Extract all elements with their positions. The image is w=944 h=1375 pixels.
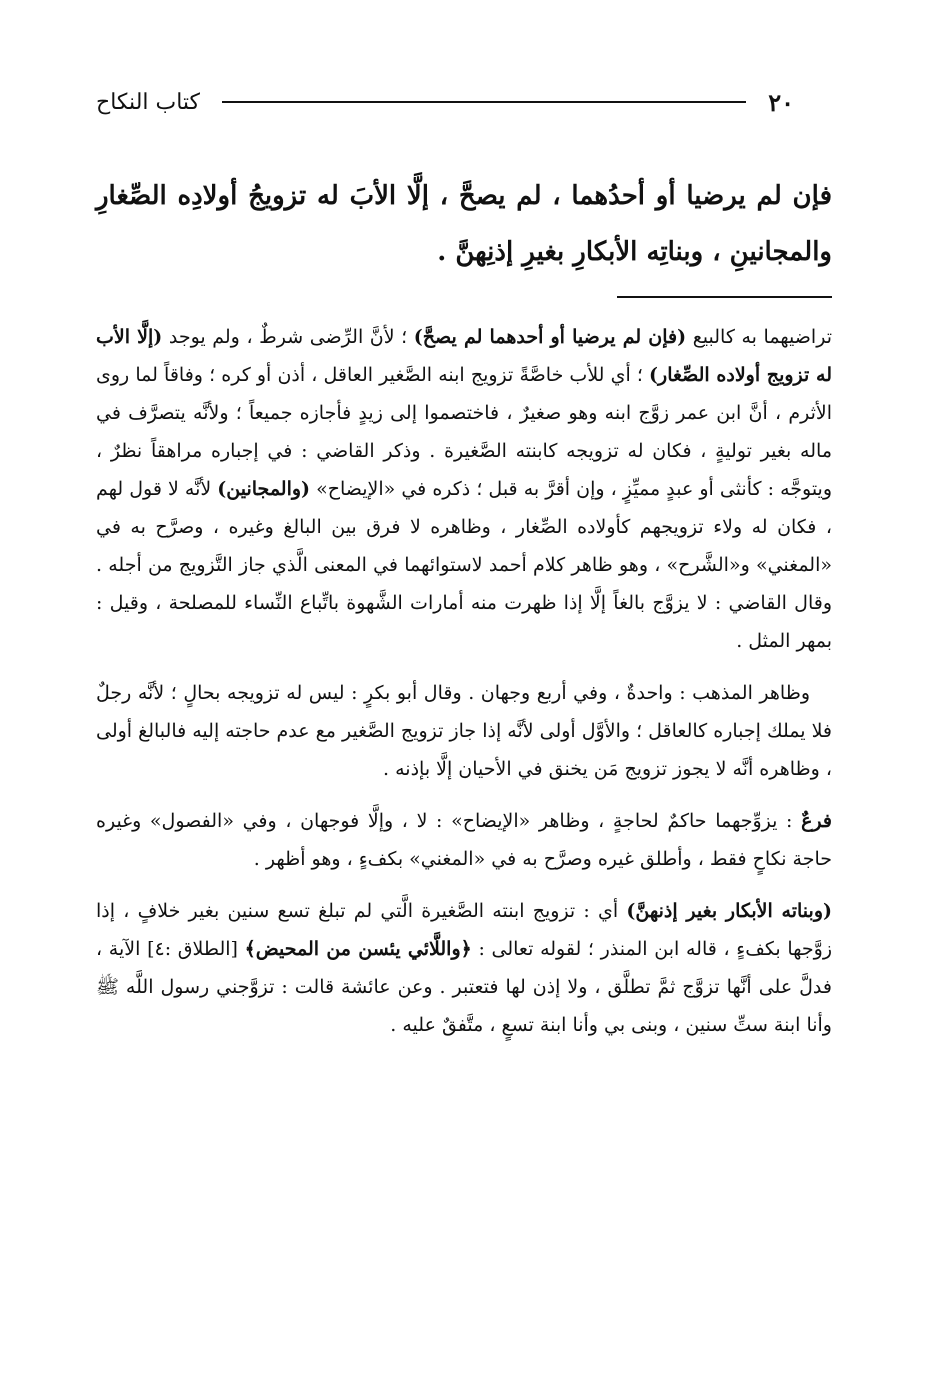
commentary-text: لأنَّه لا قول لهم ، فكان له ولاء تزويجهم كأولاده الصِّغار ، وظاهره لا فرق بين البالغ وغيره ، وصرَّح به في «المغني» و«الشَّرح» ، وهو ظاهر كلام أحمد لاستوائهما في المعنى الَّذي جاز التَّزويج من أجله . وقال القاضي : لا يزوَّج بالغاً إلَّا إذا ظهرت منه أمارات الشَّهوة باتِّباع النِّساء للمصلحة ، وقيل : بمهر المثل .: [96, 478, 832, 652]
commentary-text: ؛ أي للأب خاصَّةً تزويج ابنه الصَّغير العاقل ، أذن أو كره ؛ وفاقاً لما روى الأثرم ، أنَّ ابن عمر زوَّج ابنه وهو صغيرٌ ، فاختصموا إلى زيدٍ فأجازه جميعاً ؛ ولأنَّه يتصرَّف في ماله بغير توليةٍ ، فكان له تزويجه كابنته الصَّغيرة . وذكر القاضي : في إجباره مراهقاً نظرٌ ، ويتوجَّه : كأنثى أو عبدٍ مميِّزٍ ، وإن أقرَّ به قبل ؛ ذكره في «الإيضاح»: [96, 364, 833, 500]
commentary-paragraph-3: [96, 802, 832, 878]
section-divider: [617, 296, 832, 298]
commentary-paragraph-4: [96, 892, 832, 1044]
running-title: كتاب النكاح: [96, 89, 201, 115]
quoted-matn: (فإن لم يرضيا أو أحدهما لم يصحَّ): [413, 326, 687, 348]
commentary-text: أي : تزويج ابنته الصَّغيرة الَّتي لم تبلغ تسع سنين بغير خلافٍ ، إذا زوَّجها بكفءٍ ، قاله ابن المنذر ؛ لقوله تعالى :: [96, 900, 833, 960]
far-heading: فرعٌ: [801, 810, 832, 832]
commentary-paragraph-2: وظاهر المذهب : واحدةٌ ، وفي أربع وجهان . وقال أبو بكرٍ : ليس له تزويجه بحالٍ ؛ لأنَّه رجلٌ فلا يملك إجباره كالعاقل ؛ والأوَّل أولى لأنَّه إذا جاز تزويج الصَّغير مع عدم حاجته إليه فالبالغ أولى ، وظاهره أنَّه لا يجوز تزويج مَن يخنق في الأحيان إلَّا بإذنه .: [96, 682, 832, 780]
quran-verse: ﴿واللَّائي يئسن من المحيض﴾: [244, 938, 472, 960]
commentary-text: [الطلاق :٤] الآية ، فدلَّ على أنَّها تزوَّج ثمَّ تطلَّق ، ولا إذن لها فتعتبر . وعن عائشة قالت : تزوَّجني رسول اللَّه ﷺ وأنا ابنة ستِّ سنين ، وبنى بي وأنا ابنة تسعٍ ، متَّفقٌ عليه .: [96, 938, 832, 1036]
page-number: ٢٠: [768, 87, 794, 117]
quoted-matn: (والمجانين): [217, 478, 311, 500]
page-header: [96, 82, 794, 122]
commentary-text: تراضيهما به كالبيع: [686, 326, 832, 348]
header-rule: [222, 101, 746, 103]
commentary: [96, 318, 832, 1058]
commentary-paragraph-1: [96, 318, 832, 660]
quoted-matn: (إلَّا الأب له تزويج أولاده الصِّغار): [96, 326, 832, 386]
quoted-matn: (وبناته الأبكار بغير إذنهنَّ): [626, 900, 832, 922]
commentary-text: ؛ لأنَّ الرِّضى شرطٌ ، ولم يوجد: [162, 326, 414, 348]
main-text: فإن لم يرضيا أو أحدُهما ، لم يصحَّ ، إلَّا الأبَ له تزويجُ أولادِه الصِّغارِ والمجانينِ ، وبناتِه الأبكارِ بغيرِ إذنِهنَّ .: [96, 181, 832, 267]
commentary-text: : يزوِّجهما حاكمٌ لحاجةٍ ، وظاهر «الإيضاح» : لا ، وإلَّا فوجهان ، وفي «الفصول» وغيره حاجة نكاحٍ فقط ، وأطلق غيره وصرَّح به في «المغني» بكفءٍ ، وهو أظهر .: [96, 810, 832, 870]
